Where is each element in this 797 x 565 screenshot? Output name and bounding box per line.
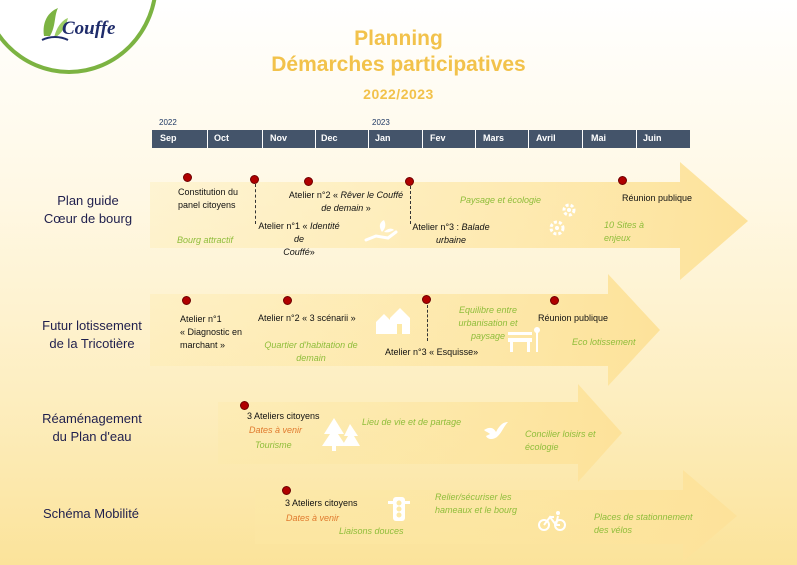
milestone-dot: [283, 296, 292, 305]
trees-icon: [322, 416, 362, 452]
row-label-plan-eau: [28, 410, 156, 446]
event-text-italic: Couffé: [283, 247, 310, 257]
bird-icon: [482, 420, 510, 442]
milestone-dot: [422, 295, 431, 304]
theme-concilier-loisirs: [525, 428, 596, 454]
row-label-line: Cœur de bourg: [43, 211, 133, 226]
month-label: Jan: [375, 133, 391, 143]
month-label: Sep: [160, 133, 177, 143]
month-label: Nov: [270, 133, 288, 143]
theme-text: 10 Sites à: [604, 220, 645, 230]
theme-lieu-de-vie: Lieu de vie et de partage: [362, 417, 462, 427]
row-label-line: du Plan d'eau: [52, 429, 132, 444]
houses-icon: [372, 306, 412, 336]
month-divider: [528, 130, 529, 148]
month-label: Fev: [430, 133, 446, 143]
theme-stationnement-velos: [594, 511, 693, 537]
row-label-mobilite: [24, 505, 158, 523]
theme-text: écologie: [525, 442, 559, 452]
theme-10-sites: [604, 219, 644, 245]
month-label: Avril: [536, 133, 556, 143]
bicycle-icon: [538, 510, 566, 532]
event-text-italic: Balade: [461, 222, 490, 232]
milestone-dot: [182, 296, 191, 305]
milestone-dot: [250, 175, 259, 184]
month-label: Mai: [591, 133, 607, 143]
month-bar: [152, 130, 690, 148]
title-line2: Démarches participatives: [271, 53, 526, 76]
event-text: Constitution du: [178, 187, 239, 197]
event-atelier-2-rever: [280, 189, 412, 215]
month-divider: [422, 130, 423, 148]
dashed-connector: [255, 184, 256, 224]
milestone-dot: [240, 401, 249, 410]
row-label-line: de la Tricotière: [49, 336, 135, 351]
theme-tourisme: Tourisme: [255, 440, 292, 450]
note-dates-a-venir: Dates à venir: [286, 513, 340, 523]
theme-text: Equilibre entre: [458, 305, 518, 315]
theme-text: demain: [296, 353, 326, 363]
event-text: panel citoyens: [178, 200, 236, 210]
milestone-dot: [405, 177, 414, 186]
event-constitution-panel: [178, 186, 238, 212]
theme-liaisons-douces: Liaisons douces: [339, 526, 404, 536]
event-text-italic: de demain: [321, 203, 364, 213]
event-reunion-publique: Réunion publique: [538, 313, 609, 323]
milestone-dot: [618, 176, 627, 185]
event-text-italic: Rêver le Couffé: [340, 190, 404, 200]
month-divider: [475, 130, 476, 148]
theme-bourg-attractif: Bourg attractif: [177, 235, 234, 245]
event-atelier-2-scenarii: Atelier n°2 « 3 scénarii »: [258, 313, 356, 323]
event-text: Atelier n°1: [180, 314, 222, 324]
milestone-dot: [550, 296, 559, 305]
title-line1: Planning: [354, 27, 443, 50]
month-divider: [315, 130, 316, 148]
event-text: Atelier n°2 «: [288, 190, 341, 200]
row-label-plan-guide: [28, 192, 148, 228]
theme-paysage-ecologie: Paysage et écologie: [460, 195, 542, 205]
month-divider: [262, 130, 263, 148]
theme-eco-lotissement: Eco lotissement: [572, 337, 636, 347]
theme-text: urbanisation et: [458, 318, 518, 328]
year-2022: 2022: [159, 118, 177, 127]
event-atelier-1-identite: [253, 220, 345, 259]
month-label: Juin: [643, 133, 662, 143]
row-label-line: Plan guide: [57, 193, 119, 208]
theme-quartier-habitation: [254, 339, 368, 365]
row-label-line: Réaménagement: [42, 411, 142, 426]
note-dates-a-venir: Dates à venir: [249, 425, 303, 435]
theme-text: paysage: [470, 331, 506, 341]
event-atelier-1-diagnostic: [180, 313, 242, 352]
month-divider: [636, 130, 637, 148]
bench-icon: [506, 326, 542, 354]
event-reunion-publique: Réunion publique: [622, 193, 693, 203]
event-text: « Diagnostic en: [180, 327, 243, 337]
row-label-line: Futur lotissement: [42, 318, 142, 333]
event-text: »: [363, 203, 371, 213]
month-divider: [368, 130, 369, 148]
event-text-italic: urbaine: [435, 235, 467, 245]
row-label-line: Schéma Mobilité: [42, 506, 140, 521]
month-divider: [582, 130, 583, 148]
theme-relier-securiser: [435, 491, 517, 517]
row-label-tricotiere: [18, 317, 166, 353]
month-label: Oct: [214, 133, 230, 143]
event-text: Atelier n°1 «: [258, 221, 311, 231]
event-text: Atelier n°3 :: [412, 222, 462, 232]
event-3-ateliers: 3 Ateliers citoyens: [247, 411, 320, 421]
milestone-dot: [183, 173, 192, 182]
year-2023: 2023: [372, 118, 390, 127]
month-label: Dec: [321, 133, 338, 143]
month-divider: [207, 130, 208, 148]
theme-text: Quartier d'habitation de: [264, 340, 358, 350]
logo-text: Couffe: [62, 18, 116, 39]
theme-text: enjeux: [604, 233, 631, 243]
title-years: 2022/2023: [363, 86, 434, 102]
traffic-light-icon: [386, 495, 412, 523]
dashed-connector: [427, 305, 428, 341]
flower-icon: [545, 200, 581, 240]
event-text-italic: Identité de: [293, 221, 340, 244]
event-3-ateliers: 3 Ateliers citoyens: [285, 498, 358, 508]
milestone-dot: [282, 486, 291, 495]
month-label: Mars: [483, 133, 505, 143]
event-atelier-3-balade: [406, 221, 496, 247]
hand-plant-icon: [364, 218, 398, 244]
theme-text: des vélos: [594, 525, 633, 535]
theme-text: Concilier loisirs et: [525, 429, 596, 439]
theme-text: Relier/sécuriser les: [435, 492, 512, 502]
theme-text: Places de stationnement: [594, 512, 693, 522]
event-text: marchant »: [180, 340, 226, 350]
theme-text: hameaux et le bourg: [435, 505, 518, 515]
milestone-dot: [304, 177, 313, 186]
event-text: »: [309, 247, 315, 257]
event-atelier-3-esquisse: Atelier n°3 « Esquisse»: [385, 347, 479, 357]
